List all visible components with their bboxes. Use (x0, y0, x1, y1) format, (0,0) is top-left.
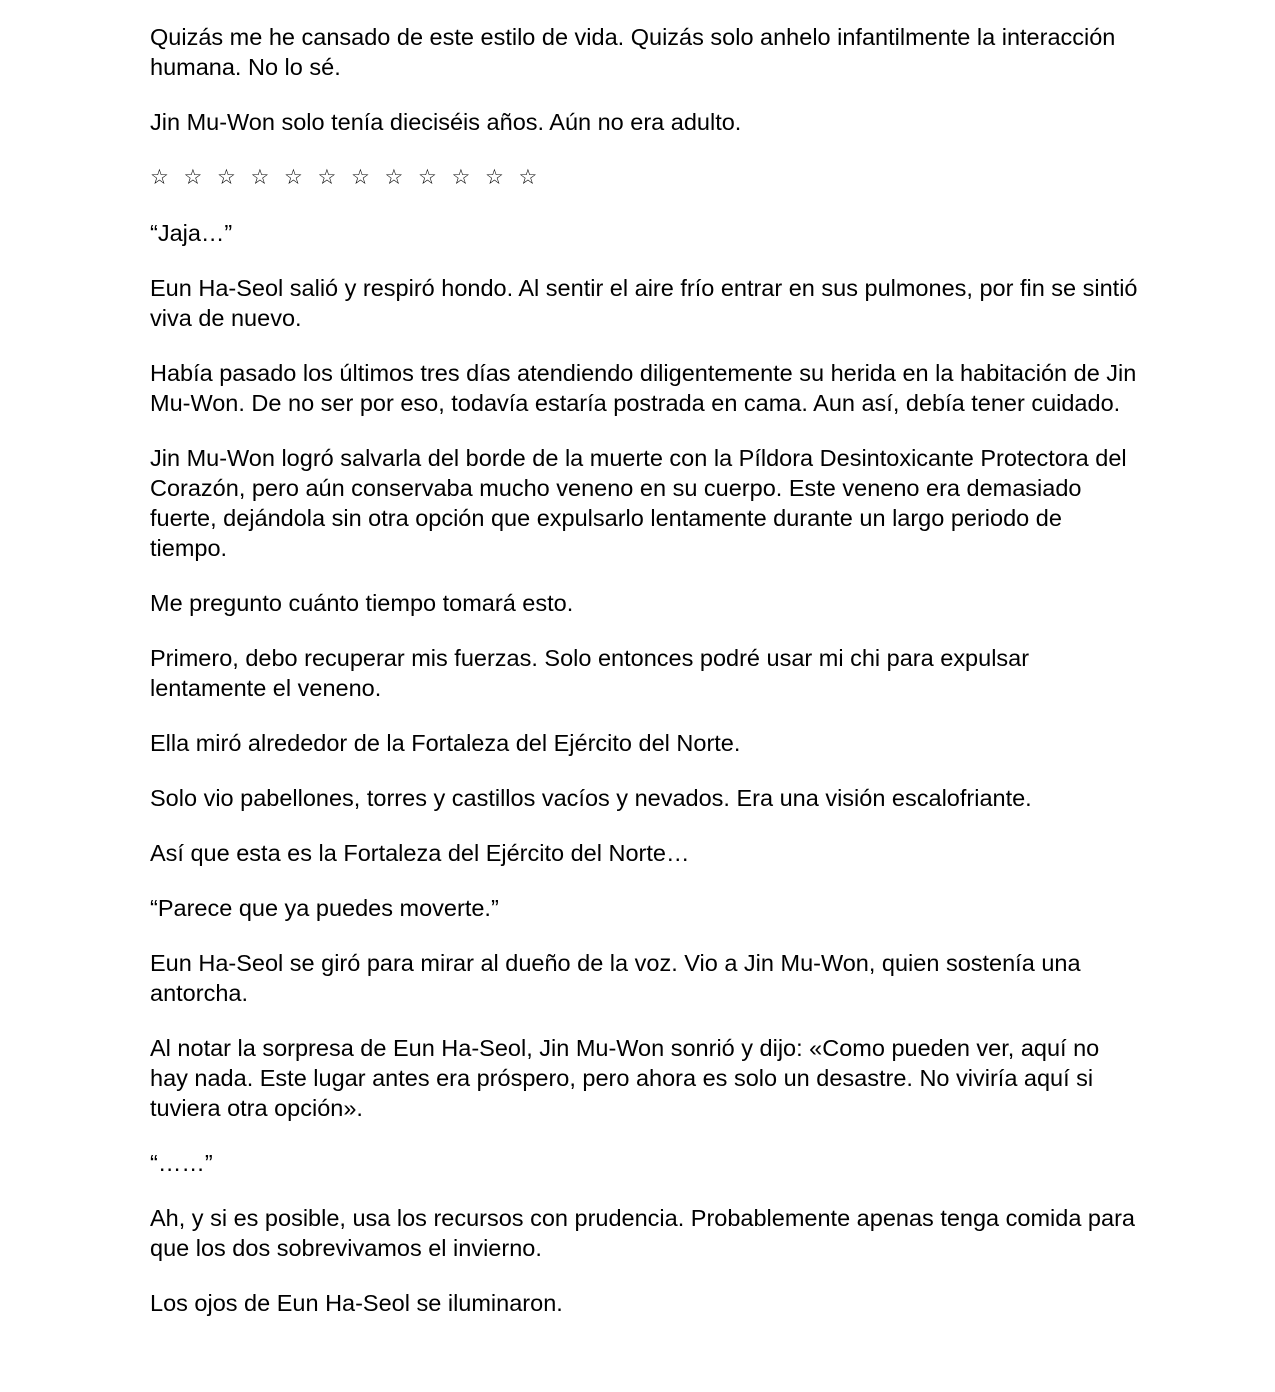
paragraph: Ella miró alrededor de la Fortaleza del Ejército del Norte. (150, 730, 741, 756)
paragraph: Había pasado los últimos tres días atendiendo diligentemente su herida en la habitación de Jin Mu-Won. De no ser por eso, todavía estaría postrada en cama. Aun así, debía tener cuidado. (150, 360, 1137, 416)
paragraph: Al notar la sorpresa de Eun Ha-Seol, Jin Mu-Won sonrió y dijo: «Como pueden ver, aquí no hay nada. Este lugar antes era próspero, pero ahora es solo un desastre. No viviría aquí si tuviera otra opción». (150, 1035, 1100, 1121)
scene-separator: ☆ ☆ ☆ ☆ ☆ ☆ ☆ ☆ ☆ ☆ ☆ ☆ (150, 165, 542, 189)
paragraph: Los ojos de Eun Ha-Seol se iluminaron. (150, 1290, 563, 1316)
paragraph: Jin Mu-Won solo tenía dieciséis años. Aún no era adulto. (150, 109, 742, 135)
paragraph: Solo vio pabellones, torres y castillos vacíos y nevados. Era una visión escalofriante. (150, 785, 1032, 811)
paragraph: Así que esta es la Fortaleza del Ejército del Norte… (150, 840, 690, 866)
document-page (150, 22, 1140, 1343)
paragraph: “Jaja…” (150, 220, 233, 246)
paragraph: Eun Ha-Seol se giró para mirar al dueño de la voz. Vio a Jin Mu-Won, quien sostenía una antorcha. (150, 950, 1081, 1006)
paragraph: Jin Mu-Won logró salvarla del borde de la muerte con la Píldora Desintoxicante Protectora del Corazón, pero aún conservaba mucho veneno en su cuerpo. Este veneno era demasiado fuerte, dejándola sin otra opción que expulsarlo lentamente durante un largo periodo de tiempo. (150, 445, 1127, 561)
paragraph: Me pregunto cuánto tiempo tomará esto. (150, 590, 574, 616)
paragraph: Primero, debo recuperar mis fuerzas. Solo entonces podré usar mi chi para expulsar lentamente el veneno. (150, 645, 1030, 701)
paragraph: Ah, y si es posible, usa los recursos con prudencia. Probablemente apenas tenga comida para que los dos sobrevivamos el invierno. (150, 1205, 1135, 1261)
paragraph: Eun Ha-Seol salió y respiró hondo. Al sentir el aire frío entrar en sus pulmones, por fin se sintió viva de nuevo. (150, 275, 1138, 331)
paragraph: “……” (150, 1150, 213, 1176)
paragraph: Quizás me he cansado de este estilo de vida. Quizás solo anhelo infantilmente la interacción humana. No lo sé. (150, 24, 1116, 80)
paragraph: “Parece que ya puedes moverte.” (150, 895, 499, 921)
